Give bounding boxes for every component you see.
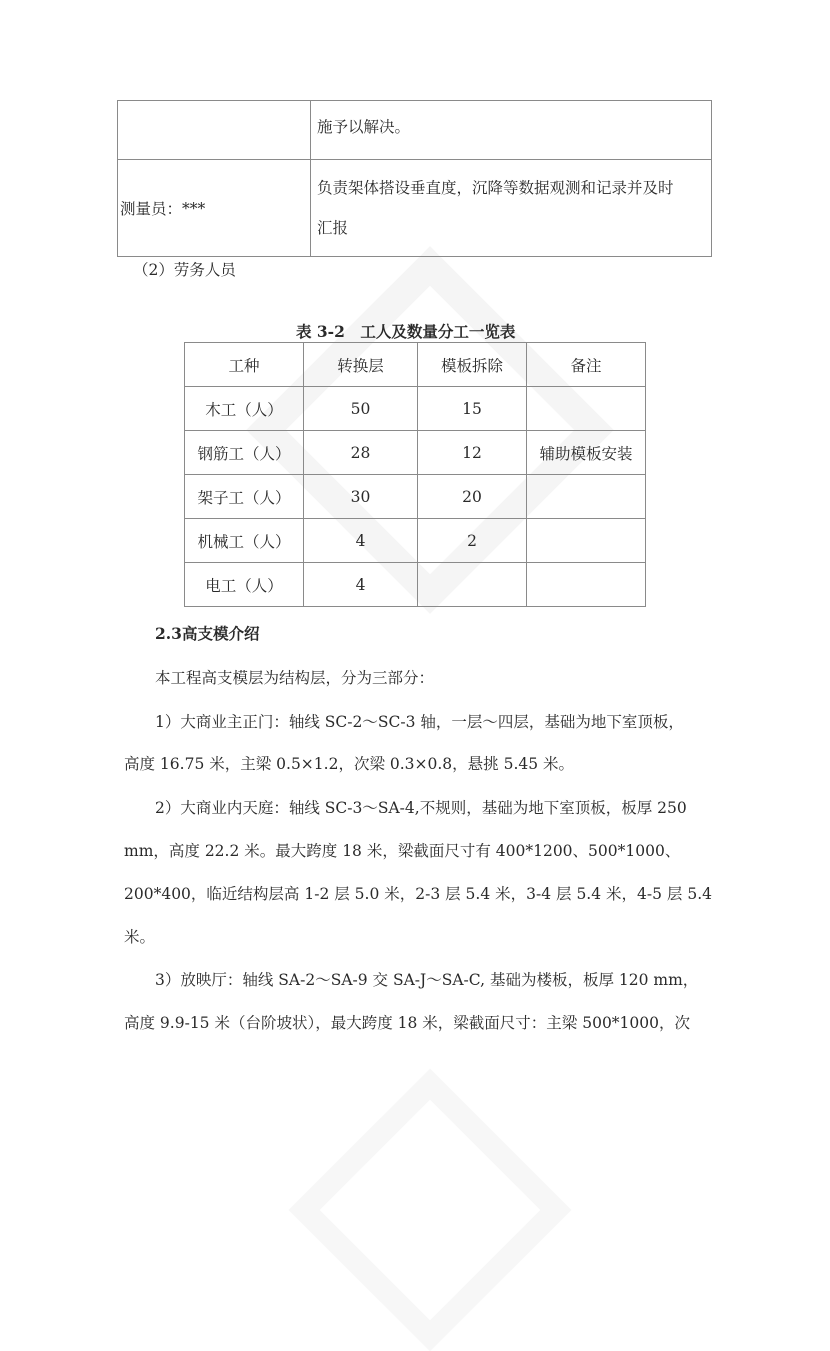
header-cell: 模板拆除 bbox=[418, 343, 527, 387]
paragraph-line: mm，高度 22.2 米。最大跨度 18 米，梁截面尺寸有 400*1200、500*1000、 bbox=[124, 842, 681, 860]
table-cell bbox=[527, 475, 646, 519]
duty-line: 负责架体搭设垂直度，沉降等数据观测和记录并及时 bbox=[317, 179, 674, 197]
table-cell: 木工（人） bbox=[185, 387, 304, 431]
role-cell bbox=[118, 101, 311, 160]
header-cell: 备注 bbox=[527, 343, 646, 387]
table-cell: 20 bbox=[418, 475, 527, 519]
role-cell: 测量员：*** bbox=[118, 160, 311, 257]
section-intro: 本工程高支模层为结构层，分为三部分： bbox=[155, 669, 435, 687]
table-row bbox=[118, 101, 712, 160]
table-row bbox=[118, 160, 712, 257]
table-cell: 50 bbox=[304, 387, 418, 431]
table-caption: 表 3-2 工人及数量分工一览表 bbox=[296, 322, 516, 341]
duty-line: 施予以解决。 bbox=[317, 118, 411, 136]
duty-cell bbox=[311, 160, 712, 257]
duty-line: 汇报 bbox=[317, 219, 349, 237]
paragraph-line: 1）大商业主正门：轴线 SC-2～SC-3 轴，一层～四层，基础为地下室顶板， bbox=[155, 713, 684, 731]
header-cell: 工种 bbox=[185, 343, 304, 387]
workers-table bbox=[184, 342, 646, 607]
table-cell: 机械工（人） bbox=[185, 519, 304, 563]
paragraph-line: 3）放映厅：轴线 SA-2～SA-9 交 SA-J～SA-C, 基础为楼板，板厚 120 mm， bbox=[155, 971, 699, 989]
paragraph-line: 高度 9.9-15 米（台阶坡状），最大跨度 18 米，梁截面尺寸：主梁 500*1000，次 bbox=[124, 1014, 691, 1032]
table-cell: 架子工（人） bbox=[185, 475, 304, 519]
duty-cell bbox=[311, 101, 712, 160]
section-heading: 2.3高支模介绍 bbox=[155, 624, 260, 643]
paragraph-line: 2）大商业内天庭：轴线 SC-3～SA-4,不规则，基础为地下室顶板，板厚 250 bbox=[155, 799, 687, 817]
table-cell: 辅助模板安装 bbox=[527, 431, 646, 475]
table-cell: 4 bbox=[304, 563, 418, 607]
table-cell bbox=[527, 519, 646, 563]
labor-section-label: （2）劳务人员 bbox=[133, 261, 236, 279]
table-row bbox=[185, 563, 646, 607]
table-row bbox=[185, 475, 646, 519]
table-row bbox=[185, 387, 646, 431]
table-cell: 钢筋工（人） bbox=[185, 431, 304, 475]
table-cell: 电工（人） bbox=[185, 563, 304, 607]
table-cell: 28 bbox=[304, 431, 418, 475]
watermark-logo-bottom bbox=[289, 1069, 572, 1351]
paragraph-line: 高度 16.75 米，主梁 0.5×1.2，次梁 0.3×0.8，悬挑 5.45 米。 bbox=[124, 755, 575, 773]
table-row bbox=[185, 519, 646, 563]
table-cell: 4 bbox=[304, 519, 418, 563]
table-cell: 15 bbox=[418, 387, 527, 431]
table-header-row bbox=[185, 343, 646, 387]
paragraph-line: 200*400，临近结构层高 1-2 层 5.0 米，2-3 层 5.4 米，3-4 层 5.4 米，4-5 层 5.4 bbox=[124, 885, 712, 903]
table-cell bbox=[527, 387, 646, 431]
header-cell: 转换层 bbox=[304, 343, 418, 387]
staff-duty-table bbox=[117, 100, 712, 257]
table-cell: 2 bbox=[418, 519, 527, 563]
table-row bbox=[185, 431, 646, 475]
table-cell bbox=[418, 563, 527, 607]
table-cell bbox=[527, 563, 646, 607]
paragraph-line: 米。 bbox=[124, 928, 156, 946]
table-cell: 30 bbox=[304, 475, 418, 519]
table-cell: 12 bbox=[418, 431, 527, 475]
